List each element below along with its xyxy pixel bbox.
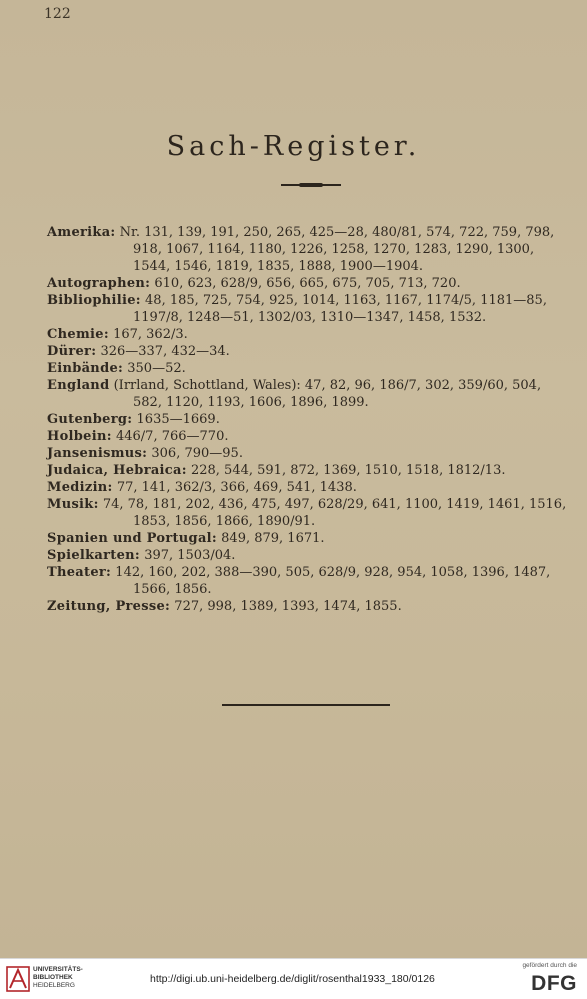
page-title: Sach-Register. bbox=[166, 131, 421, 162]
entry-refs: 48, 185, 725, 754, 925, 1014, 1163, 1167, 1174/5, 1181—85, 1197/8, 1248—51, 1302/03, 1310—1347, 1458, 1532. bbox=[133, 293, 547, 325]
index-entry bbox=[47, 377, 573, 411]
entry-term: Medizin: bbox=[47, 480, 113, 495]
entry-refs: 142, 160, 202, 388—390, 505, 628/9, 928, 954, 1058, 1396, 1487, 1566, 1856. bbox=[115, 565, 551, 597]
entry-refs: 167, 362/3. bbox=[113, 327, 188, 342]
dfg-logo: DFG bbox=[531, 972, 577, 995]
index-entry bbox=[47, 224, 573, 275]
entry-refs: 77, 141, 362/3, 366, 469, 541, 1438. bbox=[116, 480, 357, 495]
index-entries bbox=[47, 224, 573, 615]
entry-refs: 74, 78, 181, 202, 436, 475, 497, 628/29, 641, 1100, 1419, 1461, 1516, 1853, 1856, 1866, 1890/91. bbox=[102, 497, 567, 529]
entry-refs: 306, 790—95. bbox=[151, 446, 243, 461]
entry-refs: 610, 623, 628/9, 656, 665, 675, 705, 713, 720. bbox=[154, 276, 461, 291]
entry-term: Bibliophilie: bbox=[47, 293, 141, 308]
entry-term: Musik: bbox=[47, 497, 99, 512]
index-entry bbox=[47, 428, 573, 445]
index-entry bbox=[47, 462, 573, 479]
index-entry bbox=[47, 343, 573, 360]
entry-refs: (Irrland, Schottland, Wales): 47, 82, 96, 186/7, 302, 359/60, 504, 582, 1120, 1193, 1606, 1896, 1899. bbox=[113, 378, 542, 410]
entry-refs: 446/7, 766—770. bbox=[115, 429, 229, 444]
index-entry bbox=[47, 411, 573, 428]
permalink-url[interactable]: http://digi.ub.uni-heidelberg.de/diglit/rosenthal1933_180/0126 bbox=[150, 973, 435, 985]
entry-term: Dürer: bbox=[47, 344, 97, 359]
entry-term: Spanien und Portugal: bbox=[47, 531, 218, 546]
index-entry bbox=[47, 530, 573, 547]
entry-refs: 228, 544, 591, 872, 1369, 1510, 1518, 1812/13. bbox=[190, 463, 506, 478]
library-name: UNIVERSITÄTS- BIBLIOTHEK HEIDELBERG bbox=[33, 966, 83, 989]
index-entry bbox=[47, 360, 573, 377]
entry-refs: 727, 998, 1389, 1393, 1474, 1855. bbox=[174, 599, 402, 614]
university-library-logo-icon bbox=[6, 965, 30, 993]
entry-term: Einbände: bbox=[47, 361, 124, 376]
index-entry bbox=[47, 326, 573, 343]
index-entry bbox=[47, 547, 573, 564]
entry-term: England bbox=[47, 378, 110, 393]
entry-refs: 849, 879, 1671. bbox=[221, 531, 325, 546]
index-entry bbox=[47, 275, 573, 292]
entry-refs: 1635—1669. bbox=[136, 412, 220, 427]
entry-term: Jansenismus: bbox=[47, 446, 148, 461]
index-entry bbox=[47, 292, 573, 326]
entry-term: Theater: bbox=[47, 565, 112, 580]
index-entry bbox=[47, 598, 573, 615]
title-ornament-rule bbox=[281, 184, 341, 186]
entry-term: Gutenberg: bbox=[47, 412, 133, 427]
entry-term: Spielkarten: bbox=[47, 548, 141, 563]
page-number: 122 bbox=[44, 6, 71, 22]
viewer-footer bbox=[0, 958, 587, 999]
index-entry bbox=[47, 445, 573, 462]
index-entry bbox=[47, 564, 573, 598]
entry-refs: 397, 1503/04. bbox=[144, 548, 236, 563]
funding-caption: gefördert durch die bbox=[522, 962, 577, 969]
entry-term: Chemie: bbox=[47, 327, 109, 342]
entry-term: Amerika: bbox=[47, 225, 116, 240]
entry-term: Zeitung, Presse: bbox=[47, 599, 171, 614]
entry-term: Autographen: bbox=[47, 276, 151, 291]
entry-refs: Nr. 131, 139, 191, 250, 265, 425—28, 480/81, 574, 722, 759, 798, 918, 1067, 1164, 1180, 1226, 1258, 1270, 1283, 1290, 1300, 1544, 1546, 1819, 1835, 1888, 1900—1904. bbox=[119, 225, 555, 274]
entry-term: Judaica, Hebraica: bbox=[47, 463, 187, 478]
entry-term: Holbein: bbox=[47, 429, 112, 444]
index-entry bbox=[47, 496, 573, 530]
index-entry bbox=[47, 479, 573, 496]
entry-refs: 350—52. bbox=[127, 361, 186, 376]
closing-rule bbox=[222, 704, 390, 706]
entry-refs: 326—337, 432—34. bbox=[100, 344, 230, 359]
